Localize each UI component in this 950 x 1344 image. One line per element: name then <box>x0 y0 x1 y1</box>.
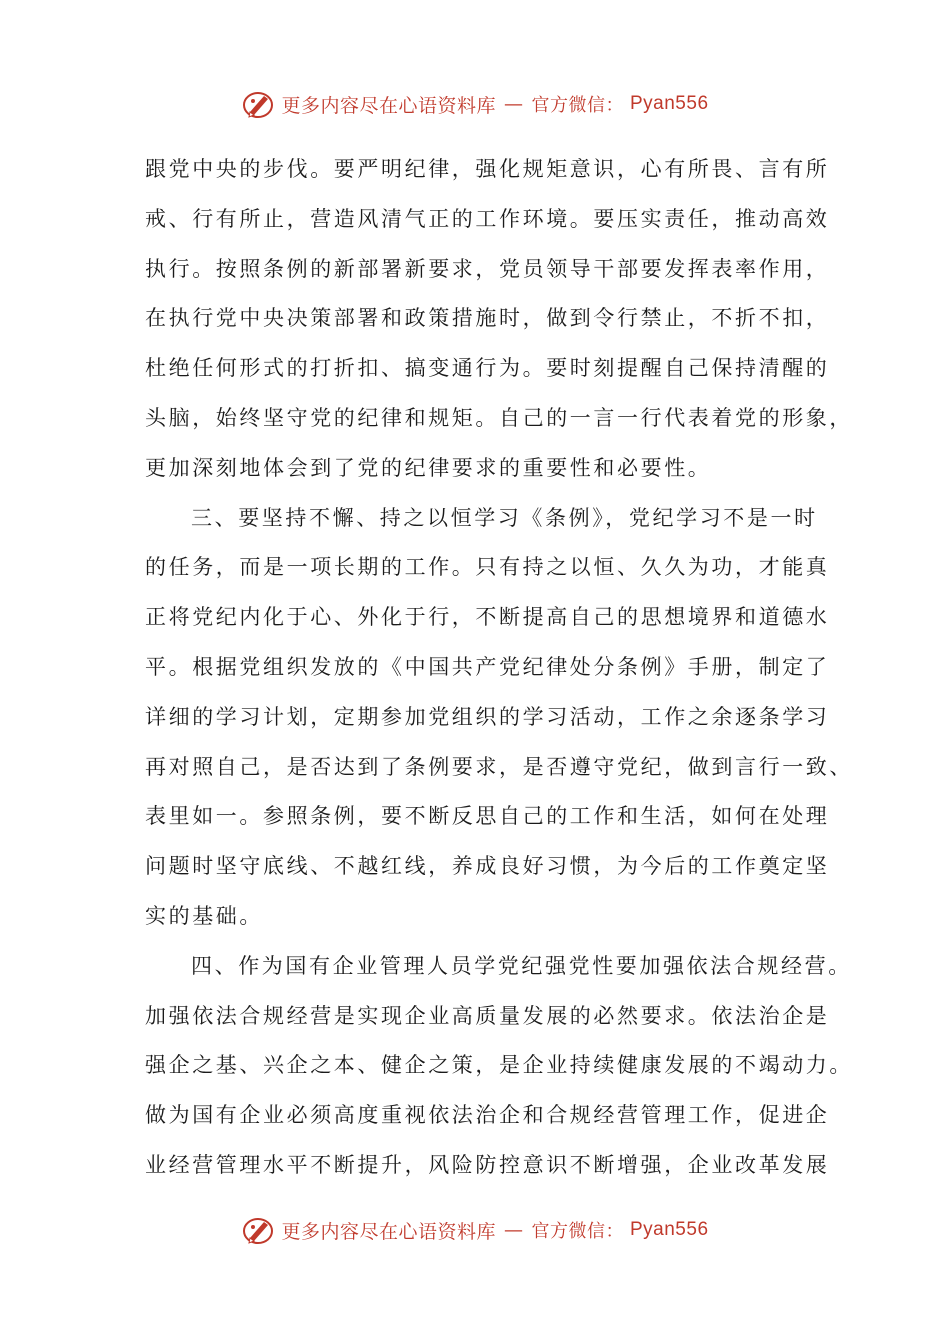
pen-circle-logo-icon <box>241 87 275 121</box>
text-line: 问题时坚守底线、不越红线，养成良好习惯，为今后的工作奠定坚 <box>145 854 830 879</box>
text-line: 做为国有企业必须高度重视依法治企和合规经营管理工作，促进企 <box>145 1103 830 1128</box>
banner-wechat-id: Pyan556 <box>630 93 709 114</box>
banner-main-text: 更多内容尽在心语资料库 <box>281 1220 496 1243</box>
text-line: 执行。按照条例的新部署新要求，党员领导干部要发挥表率作用， <box>145 256 830 281</box>
text-line: 平。根据党组织发放的《中国共产党纪律处分条例》手册，制定了 <box>145 654 830 679</box>
text-line: 实的基础。 <box>145 903 263 928</box>
text-line: 业经营管理水平不断提升，风险防控意识不断增强，企业改革发展 <box>145 1152 830 1177</box>
text-line: 头脑，始终坚守党的纪律和规矩。自己的一言一行代表着党的形象， <box>145 405 853 430</box>
text-line: 加强依法合规经营是实现企业高质量发展的必然要求。依法治企是 <box>145 1003 830 1028</box>
footer-banner <box>0 1212 950 1248</box>
text-line: 杜绝任何形式的打折扣、搞变通行为。要时刻提醒自己保持清醒的 <box>145 356 830 381</box>
text-line: 戒、行有所止，营造风清气正的工作环境。要压实责任，推动高效 <box>145 206 830 231</box>
header-banner <box>0 86 950 122</box>
banner-separator: — <box>504 1219 524 1241</box>
paragraph-start-line: 三、要坚持不懈、持之以恒学习《条例》，党纪学习不是一时 <box>191 505 818 530</box>
text-line: 跟党中央的步伐。要严明纪律，强化规矩意识，心有所畏、言有所 <box>145 157 830 181</box>
banner-wechat-id: Pyan556 <box>630 1219 709 1240</box>
text-line: 在执行党中央决策部署和政策措施时，做到令行禁止，不折不扣， <box>145 306 830 331</box>
banner-main-text: 更多内容尽在心语资料库 <box>281 94 496 117</box>
text-line: 表里如一。参照条例，要不断反思自己的工作和生活，如何在处理 <box>145 804 830 829</box>
text-line: 的任务，而是一项长期的工作。只有持之以恒、久久为功，才能真 <box>145 555 830 580</box>
text-line: 更加深刻地体会到了党的纪律要求的重要性和必要性。 <box>145 455 712 480</box>
text-line: 再对照自己，是否达到了条例要求，是否遵守党纪，做到言行一致、 <box>145 754 853 779</box>
text-line: 详细的学习计划，定期参加党组织的学习活动，工作之余逐条学习 <box>145 704 830 729</box>
text-line: 强企之基、兴企之本、健企之策，是企业持续健康发展的不竭动力。 <box>145 1053 853 1078</box>
pen-circle-logo-icon <box>241 1213 275 1247</box>
banner-separator: — <box>504 93 524 115</box>
paragraph-start-line: 四、作为国有企业管理人员学党纪强党性要加强依法合规经营。 <box>191 953 852 978</box>
document-body <box>145 145 853 1191</box>
text-line: 正将党纪内化于心、外化于行，不断提高自己的思想境界和道德水 <box>145 605 830 630</box>
banner-wechat-label: 官方微信： <box>531 1221 624 1242</box>
banner-wechat-label: 官方微信： <box>531 95 624 116</box>
